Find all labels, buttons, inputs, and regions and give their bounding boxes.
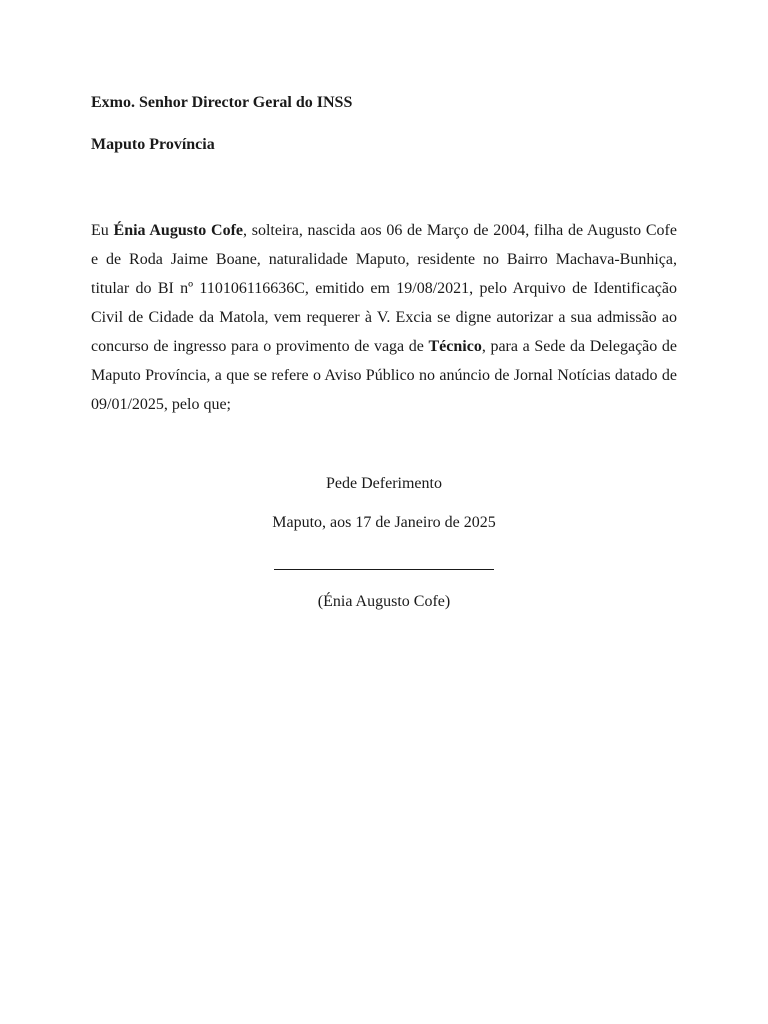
recipient-heading: Exmo. Senhor Director Geral do INSS — [91, 94, 353, 111]
signature-line — [274, 569, 494, 570]
letter-body — [91, 216, 677, 419]
applicant-name: Énia Augusto Cofe — [113, 222, 243, 239]
position-title: Técnico — [428, 338, 482, 355]
body-intro: Eu — [91, 222, 114, 239]
date-line: Maputo, aos 17 de Janeiro de 2025 — [272, 514, 496, 531]
body-text-part1: , solteira, nascida aos 06 de Março de 2004, filha de Augusto Cofe e de Roda Jaime Boane, naturalidade Maputo, residente no Bairro Machava-Bunhiça, titular do BI nº 110106116636C, emitido em 19/08/2021, pelo Arquivo de Identificação Civil de Cidade da Matola, vem requerer à V. Excia se digne autorizar a sua admissão ao concurso de ingresso para o provimento de vaga de — [91, 222, 677, 355]
location-heading: Maputo Província — [91, 136, 215, 153]
signature-name: (Énia Augusto Cofe) — [317, 593, 451, 610]
closing-text: Pede Deferimento — [326, 475, 442, 492]
body-text-part2: , para a Sede da Delegação de Maputo Província, a que se refere o Aviso Público no anúncio de Jornal Notícias datado de 09/01/2025, pelo que; — [91, 338, 678, 413]
